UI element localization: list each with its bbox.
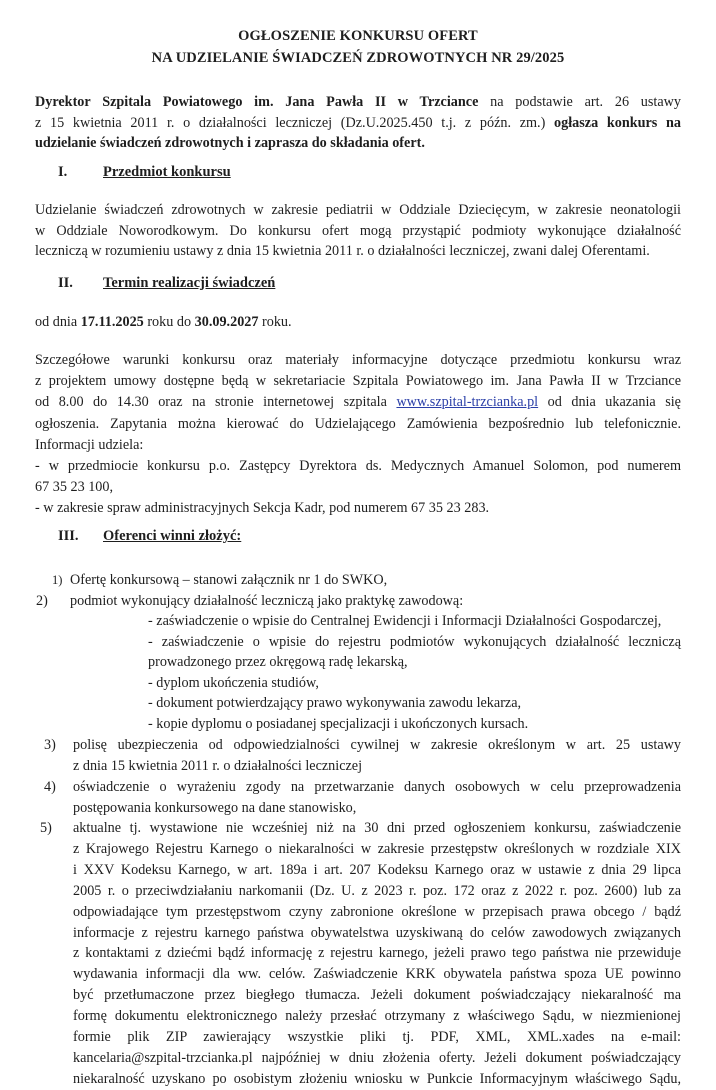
sublist-item: prowadzonego przez okręgową radę lekarską, bbox=[148, 654, 408, 670]
item-line: 2005 r. o przeciwdziałaniu narkomanii (Dz. U. z 2023 r. poz. 172 oraz z 2022 r. poz. 2600) lub za bbox=[73, 882, 681, 899]
item-text: Ofertę konkursową – stanowi załącznik nr 1 do SWKO, bbox=[70, 572, 388, 588]
intro-paragraph bbox=[35, 92, 681, 154]
term-text: od dnia bbox=[35, 314, 81, 330]
sublist-item: - kopie dyplomu o posiadanej specjalizacji i ukończonych kursach. bbox=[148, 715, 529, 732]
body-line: ogłoszenia. Zapytania można kierować do Udzielającego Zamówienia bezpośrednio lub telefonicznie. bbox=[35, 415, 681, 432]
term-text: roku do bbox=[143, 314, 195, 330]
section-label: Termin realizacji świadczeń bbox=[103, 275, 276, 291]
section-1-body bbox=[35, 200, 681, 262]
date-to: 30.09.2027 bbox=[194, 314, 259, 330]
document-title-line1: OGŁOSZENIE KONKURSU OFERT bbox=[238, 28, 478, 44]
contact-hr: - w zakresie spraw administracyjnych Sekcja Kadr, pod numerem 67 35 23 283. bbox=[35, 500, 490, 517]
section-number: II. bbox=[58, 275, 73, 291]
item-5-text bbox=[73, 818, 681, 1090]
body-line: Udzielanie świadczeń zdrowotnych w zakresie pediatrii w Oddziale Dziecięcym, w zakresie neonatologii bbox=[35, 202, 681, 218]
item-number: 5) bbox=[40, 820, 52, 836]
item-2-sublist bbox=[148, 611, 681, 734]
item-number: 3) bbox=[44, 737, 56, 753]
item-line: polisę ubezpieczenia od odpowiedzialności cywilnej w zakresie określonym w art. 25 ustawy bbox=[73, 737, 681, 753]
body-line: Informacji udziela: bbox=[35, 436, 144, 453]
item-line: i XXV Kodeksu Karnego, w art. 189a i art. 207 Kodeksu Karnego oraz w ustawie z dnia 29 lipca bbox=[73, 861, 681, 878]
section-number: I. bbox=[58, 164, 68, 180]
body-text: od 8.00 do 14.30 oraz na stronie internetowej szpitala bbox=[35, 394, 397, 411]
item-line: być przetłumaczone przez biegłego tłumacza. Jeżeli dokument poświadczający niekaralność ma bbox=[73, 987, 681, 1004]
item-line: informacje z rejestru karnego państwa obywatelstwa uzyskiwaną do celów zawodowych związanych bbox=[73, 924, 681, 941]
date-from: 17.11.2025 bbox=[80, 314, 144, 330]
director-name: Dyrektor Szpitala Powiatowego im. Jana Pawła II w Trzciance bbox=[35, 94, 479, 110]
item-4-text bbox=[73, 777, 681, 818]
body-text: od dnia ukazania się bbox=[538, 394, 681, 411]
body-line: leczniczą w rozumieniu ustawy z dnia 15 kwietnia 2011 r. o działalności leczniczej, zwani dalej Oferentami. bbox=[35, 243, 650, 259]
item-line: formie plik ZIP zawierający wszystkie pliki tj. PDF, XML, XML.xades na e-mail: bbox=[73, 1029, 681, 1046]
phone-number: 67 35 23 100, bbox=[35, 479, 114, 496]
sublist-item: - dyplom ukończenia studiów, bbox=[148, 674, 319, 691]
term-line bbox=[35, 312, 681, 333]
intro-bold-text: ogłasza konkurs na bbox=[554, 114, 682, 131]
intro-text: z 15 kwietnia 2011 r. o działalności leczniczej (Dz.U.2025.450 t.j. z późn. zm.) bbox=[35, 114, 555, 131]
item-line: z dnia 15 kwietnia 2011 r. o działalności leczniczej bbox=[73, 757, 363, 774]
hospital-website-link[interactable]: www.szpital-trzcianka.pl bbox=[396, 394, 539, 411]
item-line: formę dokumentu elektronicznego należy przesłać otrzymany z właściwego Sądu, w niezmienionej bbox=[73, 1008, 681, 1025]
document-title-line2: NA UDZIELANIE ŚWIADCZEŃ ZDROWOTNYCH NR 29/2025 bbox=[151, 50, 565, 66]
contact-medical: - w przedmiocie konkursu p.o. Zastępcy Dyrektora ds. Medycznych Amanuel Solomon, pod numerem bbox=[35, 458, 681, 475]
item-text: podmiot wykonujący działalność leczniczą jako praktykę zawodową: bbox=[70, 593, 464, 609]
section-label: Przedmiot konkursu bbox=[103, 164, 231, 180]
item-line: z Krajowego Rejestru Karnego o niekaralności w zakresie przestępstw określonych w rozdziale XIX bbox=[73, 840, 681, 857]
sublist-item: - zaświadczenie o wpisie do rejestru podmiotów wykonujących działalność leczniczą bbox=[148, 633, 681, 650]
body-line: Szczegółowe warunki konkursu oraz materiały informacyjne dotyczące przedmiotu konkursu wraz bbox=[35, 352, 681, 368]
item-line: aktualne tj. wystawione nie wcześniej niż na 30 dni przed ogłoszeniem konkursu, zaświadczenie bbox=[73, 820, 681, 836]
section-number: III. bbox=[58, 528, 79, 544]
item-line: kancelaria@szpital-trzcianka.pl najpóźniej w dniu złożenia oferty. Jeżeli dokument poświadczający bbox=[73, 1049, 681, 1066]
intro-bold-text: udzielanie świadczeń zdrowotnych i zaprasza do składania ofert. bbox=[35, 135, 425, 151]
body-line: w Oddziale Noworodkowym. Do konkursu ofert mogą przystąpić podmioty wykonujące działalność bbox=[35, 222, 681, 239]
sublist-item: - dokument potwierdzający prawo wykonywania zawodu lekarza, bbox=[148, 695, 522, 711]
item-line: odpowiadające tym przestępstwom czyny zabronione określone w przepisach prawa obcego / bądź bbox=[73, 903, 681, 920]
item-number: 2) bbox=[36, 593, 48, 609]
item-line: oświadczenie o wyrażeniu zgody na przetwarzanie danych osobowych w celu przeprowadzenia bbox=[73, 779, 681, 795]
item-line: postępowania konkursowego na dane stanowisko, bbox=[73, 799, 357, 816]
item-line: z kontaktami z dziećmi bądź informację z rejestru karnego, jeżeli prawo tego państwa nie przewiduje bbox=[73, 945, 681, 962]
item-number: 4) bbox=[44, 779, 56, 795]
details-paragraph bbox=[35, 350, 681, 520]
item-number: 1) bbox=[52, 573, 63, 587]
item-line: wydawania informacji dla ww. celów. Zaświadczenie KRK obywatela państwa spoza UE powinno bbox=[73, 966, 681, 983]
item-3-text bbox=[73, 735, 681, 776]
item-line: niekaralność uzyskano po osobistym złożeniu wniosku w Punkcie Informacyjnym właściwego Sądu, bbox=[73, 1070, 681, 1087]
term-text: roku. bbox=[258, 314, 292, 330]
sublist-item: - zaświadczenie o wpisie do Centralnej Ewidencji i Informacji Działalności Gospodarczej, bbox=[148, 613, 662, 629]
body-line: z projektem umowy dostępne będą w sekretariacie Szpitala Powiatowego im. Jana Pawła II w Trzciance bbox=[35, 373, 681, 390]
section-label: Oferenci winni złożyć: bbox=[103, 528, 242, 544]
intro-text: na podstawie art. 26 ustawy bbox=[478, 94, 681, 110]
